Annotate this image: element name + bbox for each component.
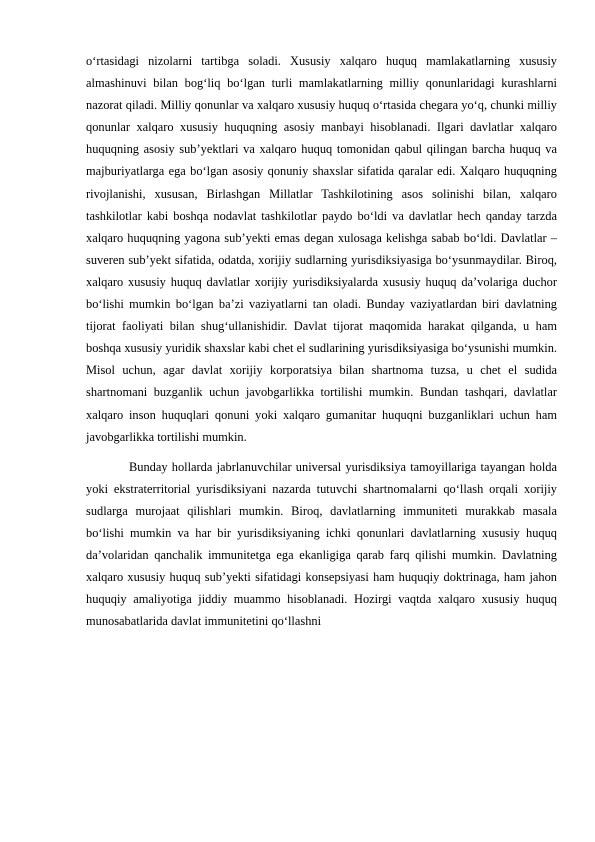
document-page bbox=[86, 50, 557, 632]
body-paragraph: Bunday hollarda jabrlanuvchilar universal yurisdiksiya tamoyillariga tayangan holda yoki ekstraterritorial yurisdiksiyani nazarda tutuvchi shartnomalarni qo‘llash orqali xorijiy sudlarga murojaat qilishlari mumkin. Biroq, davlatlarning immuniteti murakkab masala bo‘lishi mumkin va har bir yurisdiksiyaning ichki qonunlari davlatlarning xususiy huquq da’volaridan qanchalik immunitetga ega ekanligiga qarab farq qilishi mumkin. Davlatning xalqaro xususiy huquq sub’yekti sifatidagi konsepsiyasi ham huquqiy doktrinaga, ham jahon huquqiy amaliyotiga jiddiy muammo hisoblanadi. Hozirgi vaqtda xalqaro xususiy huquq munosabatlarida davlat immunitetini qo‘llashni bbox=[86, 459, 557, 629]
body-paragraph: o‘rtasidagi nizolarni tartibga soladi. Xususiy xalqaro huquq mamlakatlarning xususiy almashinuvi bilan bog‘liq bo‘lgan turli mamlakatlarning milliy qonunlaridagi kurashlarni nazorat qiladi. Milliy qonunlar va xalqaro xususiy huquq o‘rtasida chegara yo‘q, chunki milliy qonunlar xalqaro xususiy huquqning asosiy manbayi hisoblanadi. Ilgari davlatlar xalqaro huquqning asosiy sub’yektlari va xalqaro huquq tomonidan qabul qilingan barcha huquq va majburiyatlarga ega bo‘lgan asosiy qonuniy shaxslar sifatida qaralar edi. Xalqaro huquqning rivojlanishi, xususan, Birlashgan Millatlar Tashkilotining asos solinishi bilan, xalqaro tashkilotlar kabi boshqa nodavlat tashkilotlar paydo bo‘ldi va davlatlar hech qanday tarzda xalqaro huquqning yagona sub’yekti emas degan xulosaga kelishga sabab bo‘ldi. Davlatlar – suveren sub’yekt sifatida, odatda, xorijiy sudlarning yurisdiksiyasiga bo‘ysunmaydilar. Biroq, xalqaro xususiy huquq davlatlar xorijiy yurisdiksiyalarda xususiy huquq da’volariga duchor bo‘lishi mumkin bo‘lgan ba’zi vaziyatlarni tan oladi. Bunday vaziyatlardan biri davlatning tijorat faoliyati bilan shug‘ullanishidir. Davlat tijorat maqomida harakat qilganda, u ham boshqa xususiy yuridik shaxslar kabi chet el sudlarining yurisdiksiyasiga bo‘ysunishi mumkin. Misol uchun, agar davlat xorijiy korporatsiya bilan shartnoma tuzsa, u chet el sudida shartnomani buzganlik uchun javobgarlikka tortilishi mumkin. Bundan tashqari, davlatlar xalqaro inson huquqlari qonuni yoki xalqaro gumanitar huquqni buzganliklari uchun ham javobgarlikka tortilishi mumkin. bbox=[86, 54, 557, 444]
